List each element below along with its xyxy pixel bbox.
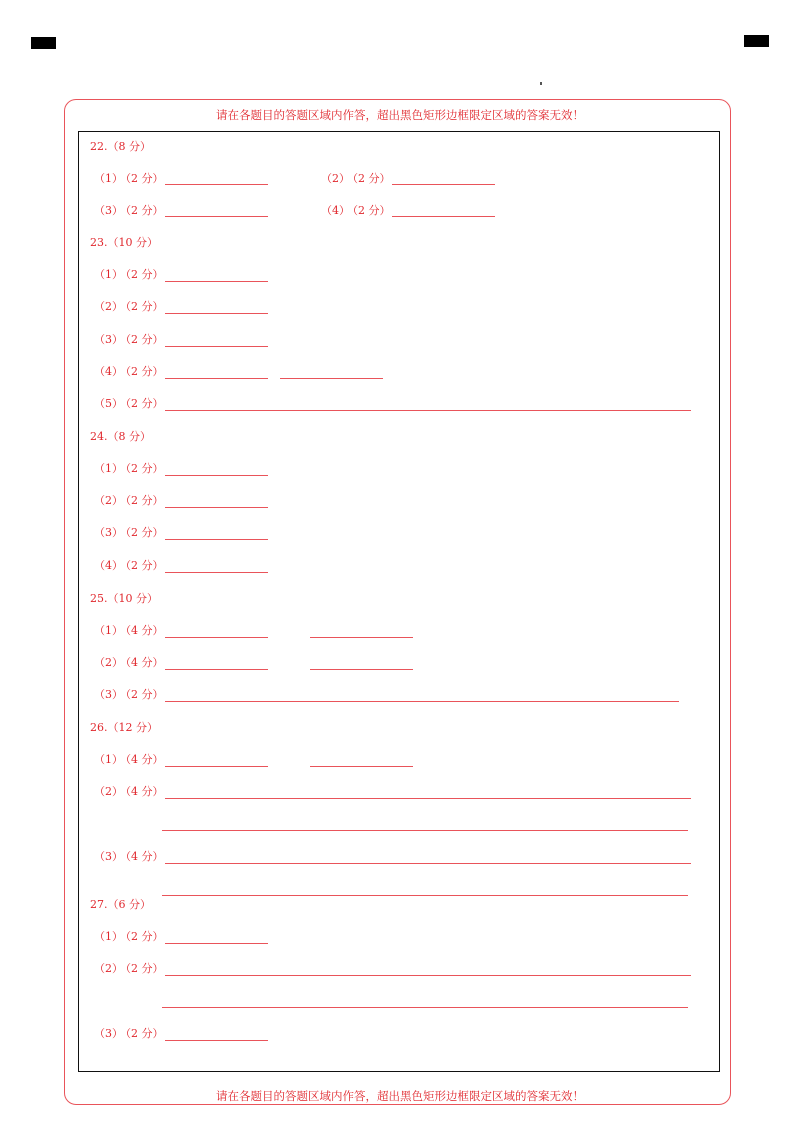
answer-blank[interactable] — [165, 475, 268, 476]
answer-blank[interactable] — [165, 184, 268, 185]
answer-blank[interactable] — [165, 943, 268, 944]
score-label: （2 分） — [120, 268, 164, 281]
part-label: （1） — [94, 930, 123, 943]
scan-mark — [540, 82, 542, 85]
score-label: （2 分） — [347, 204, 391, 217]
notice-bottom: 请在各题目的答题区域内作答，超出黑色矩形边框限定区域的答案无效！ — [216, 1089, 584, 1103]
part-label: （2） — [94, 300, 123, 313]
score-label: （4 分） — [120, 785, 164, 798]
score-label: （2 分） — [347, 172, 391, 185]
registration-mark-left — [31, 37, 56, 49]
part-label: （3） — [94, 204, 123, 217]
score-label: （2 分） — [120, 688, 164, 701]
part-label: （1） — [94, 172, 123, 185]
part-label: （5） — [94, 397, 123, 410]
score-label: （2 分） — [120, 559, 164, 572]
answer-blank[interactable] — [310, 669, 413, 670]
part-label: （1） — [94, 268, 123, 281]
answer-blank[interactable] — [165, 669, 268, 670]
score-label: （4 分） — [120, 656, 164, 669]
answer-blank[interactable] — [165, 539, 268, 540]
part-label: （3） — [94, 850, 123, 863]
question-header: 23.（10 分） — [90, 236, 158, 249]
score-label: （2 分） — [120, 365, 164, 378]
registration-mark-right — [744, 35, 769, 47]
answer-blank[interactable] — [165, 378, 268, 379]
part-label: （4） — [94, 559, 123, 572]
score-label: （2 分） — [120, 333, 164, 346]
answer-blank-long[interactable] — [162, 1007, 688, 1008]
part-label: （3） — [94, 1027, 123, 1040]
score-label: （2 分） — [120, 962, 164, 975]
answer-blank[interactable] — [280, 378, 383, 379]
part-label: （2） — [94, 656, 123, 669]
score-label: （2 分） — [120, 172, 164, 185]
part-label: （3） — [94, 526, 123, 539]
score-label: （2 分） — [120, 494, 164, 507]
answer-blank[interactable] — [165, 216, 268, 217]
score-label: （2 分） — [120, 462, 164, 475]
answer-blank-long[interactable] — [162, 830, 688, 831]
part-label: （2） — [94, 962, 123, 975]
part-label: （4） — [321, 204, 350, 217]
answer-blank-long[interactable] — [162, 895, 688, 896]
score-label: （2 分） — [120, 526, 164, 539]
answer-blank[interactable] — [165, 637, 268, 638]
answer-blank[interactable] — [165, 346, 268, 347]
part-label: （3） — [94, 688, 123, 701]
part-label: （2） — [321, 172, 350, 185]
answer-blank[interactable] — [165, 281, 268, 282]
question-header: 22.（8 分） — [90, 140, 151, 153]
answer-blank-long[interactable] — [165, 410, 691, 411]
part-label: （2） — [94, 785, 123, 798]
score-label: （2 分） — [120, 397, 164, 410]
part-label: （2） — [94, 494, 123, 507]
answer-blank[interactable] — [310, 766, 413, 767]
score-label: （2 分） — [120, 204, 164, 217]
score-label: （2 分） — [120, 300, 164, 313]
answer-blank[interactable] — [165, 1040, 268, 1041]
answer-blank[interactable] — [392, 184, 495, 185]
question-header: 24.（8 分） — [90, 430, 151, 443]
answer-blank-long[interactable] — [165, 701, 679, 702]
part-label: （3） — [94, 333, 123, 346]
answer-blank[interactable] — [392, 216, 495, 217]
answer-area-border — [78, 131, 720, 1072]
answer-blank[interactable] — [165, 572, 268, 573]
score-label: （4 分） — [120, 624, 164, 637]
answer-blank[interactable] — [310, 637, 413, 638]
score-label: （4 分） — [120, 850, 164, 863]
answer-blank-long[interactable] — [165, 975, 691, 976]
answer-blank[interactable] — [165, 313, 268, 314]
notice-top: 请在各题目的答题区域内作答，超出黑色矩形边框限定区域的答案无效！ — [216, 108, 584, 122]
score-label: （4 分） — [120, 753, 164, 766]
score-label: （2 分） — [120, 1027, 164, 1040]
part-label: （1） — [94, 462, 123, 475]
answer-blank[interactable] — [165, 766, 268, 767]
answer-blank-long[interactable] — [165, 863, 691, 864]
question-header: 25.（10 分） — [90, 592, 158, 605]
part-label: （4） — [94, 365, 123, 378]
question-header: 26.（12 分） — [90, 721, 158, 734]
answer-blank-long[interactable] — [165, 798, 691, 799]
part-label: （1） — [94, 753, 123, 766]
score-label: （2 分） — [120, 930, 164, 943]
question-header: 27.（6 分） — [90, 898, 151, 911]
part-label: （1） — [94, 624, 123, 637]
answer-blank[interactable] — [165, 507, 268, 508]
